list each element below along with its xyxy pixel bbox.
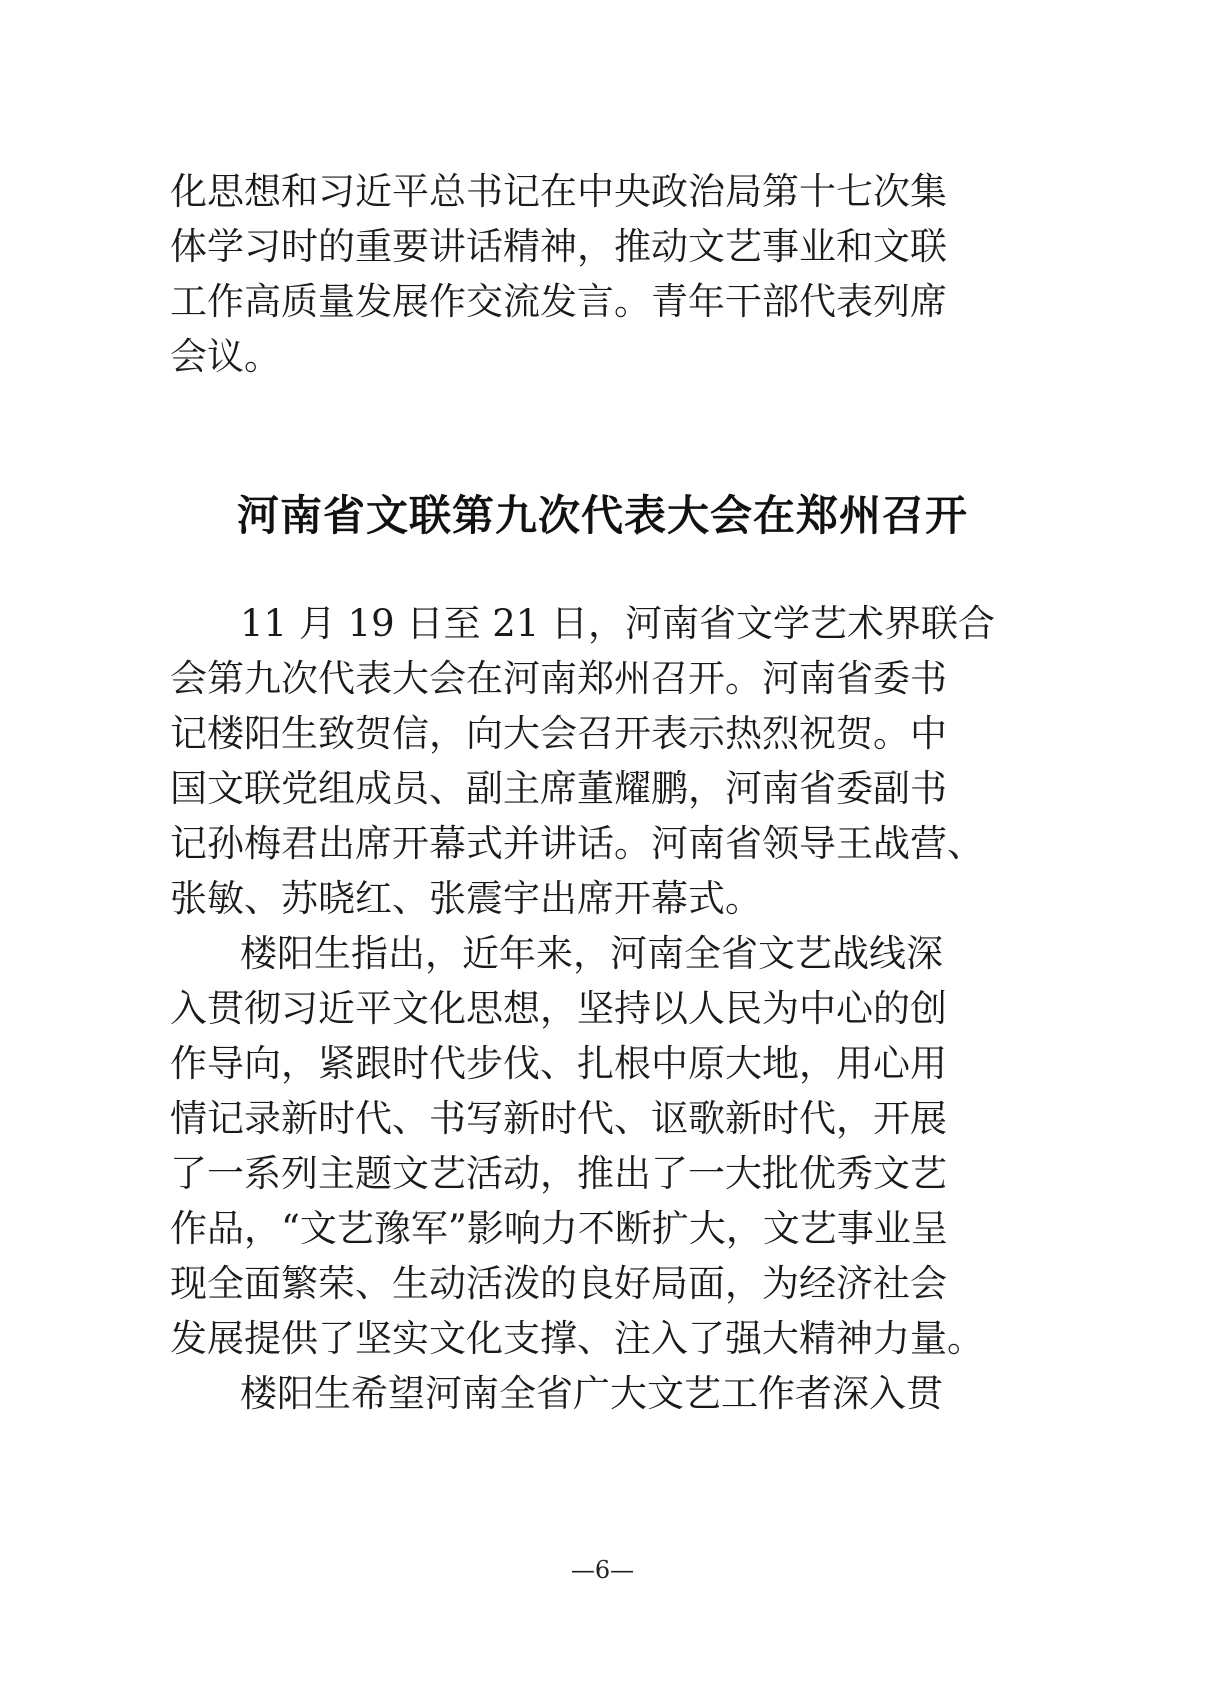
- text-line: 情记录新时代、书写新时代、讴歌新时代，开展: [170, 1097, 947, 1140]
- text-line: 作品，“文艺豫军”影响力不断扩大，文艺事业呈: [170, 1207, 948, 1250]
- text-line: 现全面繁荣、生动活泼的良好局面，为经济社会: [170, 1262, 947, 1305]
- article-paragraph-3: [170, 1366, 942, 1421]
- text-line: 了一系列主题文艺活动，推出了一大批优秀文艺: [170, 1152, 947, 1195]
- text-line: 记楼阳生致贺信，向大会召开表示热烈祝贺。中: [170, 712, 947, 755]
- text-line: 工作高质量发展作交流发言。青年干部代表列席: [170, 280, 947, 323]
- text-line: 会第九次代表大会在河南郑州召开。河南省委书: [170, 657, 947, 700]
- continued-paragraph: [170, 164, 947, 384]
- article-title: 河南省文联第九次代表大会在郑州召开: [236, 491, 968, 540]
- text-line: 张敏、苏晓红、张震宇出席开幕式。: [170, 877, 762, 920]
- text-line: 楼阳生希望河南全省广大文艺工作者深入贯: [240, 1372, 943, 1415]
- article-paragraph-1: [170, 596, 996, 926]
- text-line: 发展提供了坚实文化支撑、注入了强大精神力量。: [170, 1317, 984, 1360]
- text-line: 作导向，紧跟时代步伐、扎根中原大地，用心用: [170, 1042, 947, 1085]
- page-number: —6—: [570, 1556, 635, 1584]
- text-line: 体学习时的重要讲话精神，推动文艺事业和文联: [170, 225, 947, 268]
- text-line: 11 月 19 日至 21 日，河南省文学艺术界联合: [240, 602, 996, 645]
- text-line: 化思想和习近平总书记在中央政治局第十七次集: [170, 170, 947, 213]
- text-line: 记孙梅君出席开幕式并讲话。河南省领导王战营、: [170, 822, 984, 865]
- text-line: 会议。: [170, 335, 281, 378]
- text-line: 国文联党组成员、副主席董耀鹏，河南省委副书: [170, 767, 947, 810]
- text-line: 入贯彻习近平文化思想，坚持以人民为中心的创: [170, 987, 947, 1030]
- article-paragraph-2: [170, 926, 984, 1366]
- text-line: 楼阳生指出，近年来，河南全省文艺战线深: [240, 932, 943, 975]
